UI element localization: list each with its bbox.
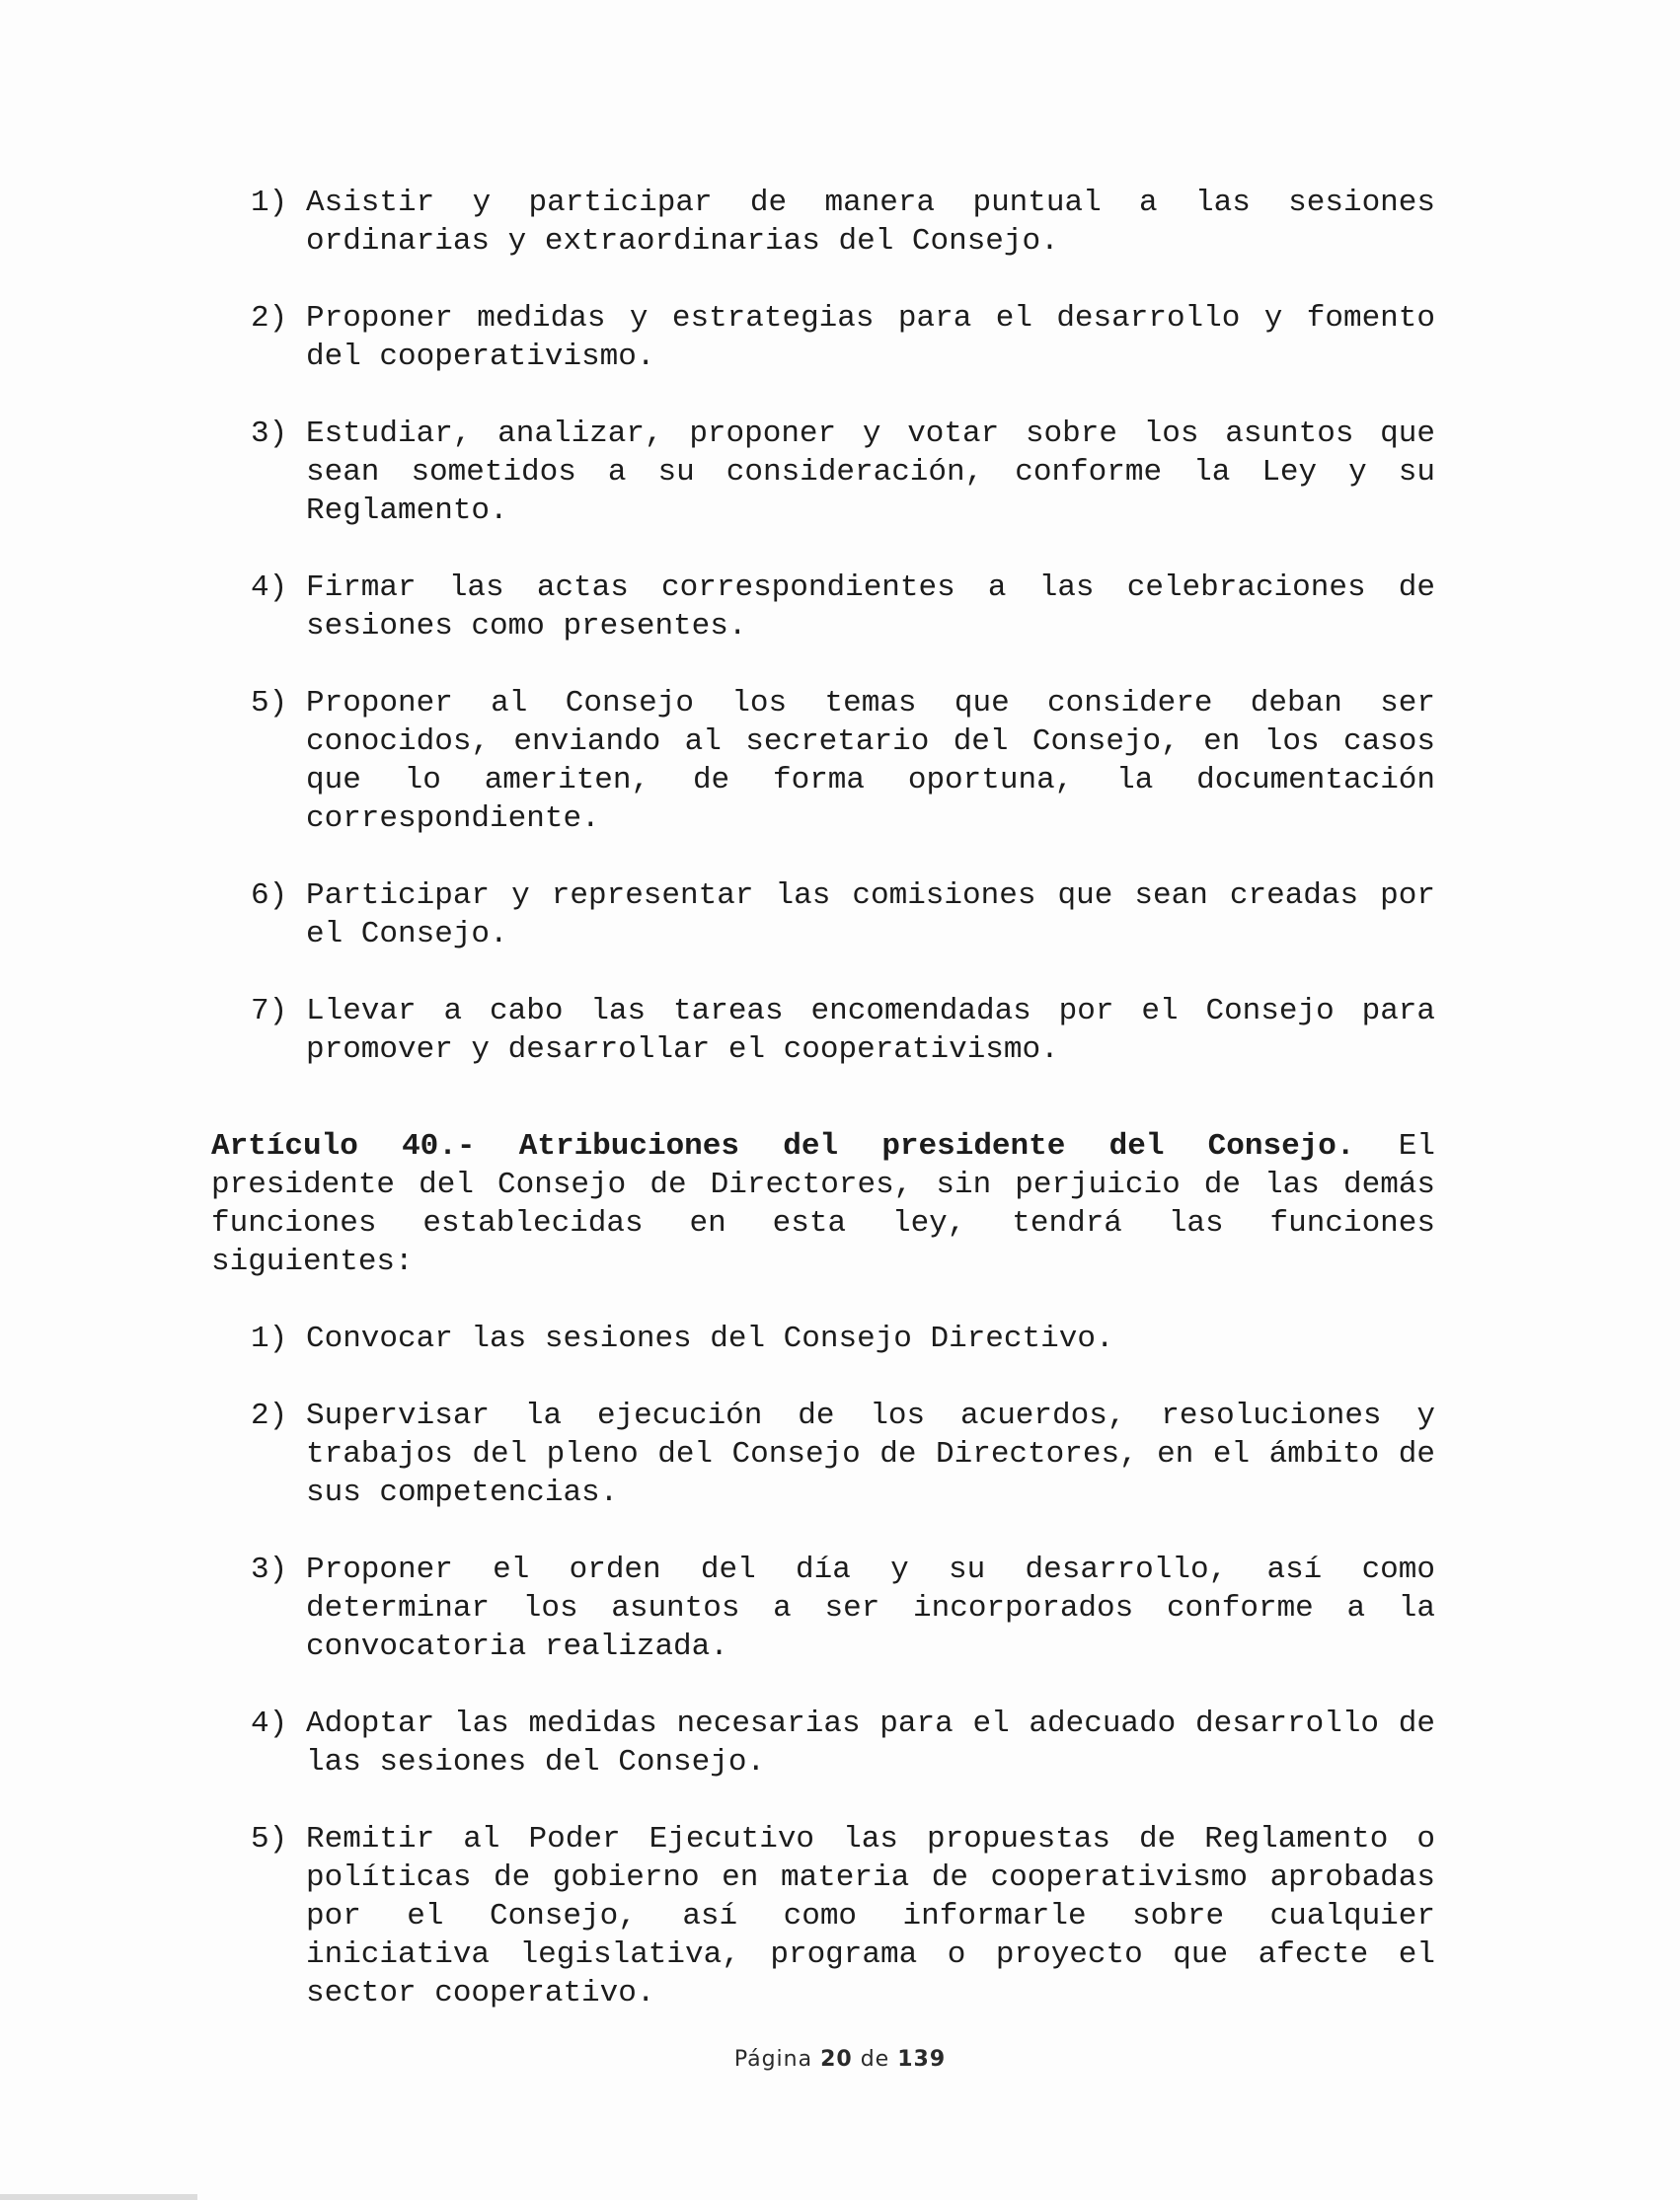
item-number: 2) — [251, 301, 288, 336]
item-text: Proponer el orden del día y su desarrollo, así como determinar los asuntos a ser incorporados conforme a la convocatoria realizada. — [306, 1553, 1435, 1664]
item-number: 3) — [251, 1553, 288, 1587]
list-item — [251, 992, 1435, 1069]
article-heading: Artículo 40.- Atribuciones del presidente del Consejo. — [211, 1129, 1355, 1164]
president-functions-list — [251, 1320, 1435, 2051]
item-number: 5) — [251, 686, 288, 721]
page-separator: de — [860, 2047, 890, 2072]
page-number-footer — [0, 2047, 1680, 2072]
item-text: Asistir y participar de manera puntual a las sesiones ordinarias y extraordinarias del Consejo. — [306, 186, 1435, 259]
item-number: 4) — [251, 1707, 288, 1741]
item-text: Convocar las sesiones del Consejo Directivo. — [306, 1322, 1114, 1356]
list-item — [251, 569, 1435, 645]
list-item — [251, 1397, 1435, 1512]
item-number: 1) — [251, 186, 288, 220]
article-40-paragraph — [211, 1127, 1435, 1281]
item-number: 2) — [251, 1399, 288, 1433]
item-text: Participar y representar las comisiones que sean creadas por el Consejo. — [306, 878, 1435, 951]
item-number: 6) — [251, 878, 288, 913]
list-item — [251, 1551, 1435, 1666]
item-text: Firmar las actas correspondientes a las celebraciones de sesiones como presentes. — [306, 570, 1435, 644]
list-item — [251, 1705, 1435, 1782]
scan-edge-divider — [0, 2194, 197, 2200]
list-item — [251, 684, 1435, 838]
list-item — [251, 415, 1435, 530]
item-number: 4) — [251, 570, 288, 605]
item-text: Adoptar las medidas necesarias para el adecuado desarrollo de las sesiones del Consejo. — [306, 1707, 1435, 1780]
total-pages: 139 — [897, 2047, 947, 2072]
item-number: 7) — [251, 994, 288, 1028]
item-text: Estudiar, analizar, proponer y votar sobre los asuntos que sean sometidos a su consideración, conforme la Ley y su Reglamento. — [306, 417, 1435, 528]
item-number: 3) — [251, 417, 288, 451]
list-item — [251, 299, 1435, 376]
item-number: 5) — [251, 1822, 288, 1857]
article-body: El presidente del Consejo de Directores, sin perjuicio de las demás funciones establecidas en esta ley, tendrá las funciones siguientes: — [211, 1129, 1435, 1279]
item-text: Llevar a cabo las tareas encomendadas por el Consejo para promover y desarrollar el cooperativismo. — [306, 994, 1435, 1067]
page-label: Página — [733, 2047, 813, 2072]
list-item — [251, 1820, 1435, 2012]
list-item — [251, 876, 1435, 953]
current-page: 20 — [820, 2047, 853, 2072]
item-text: Remitir al Poder Ejecutivo las propuestas de Reglamento o políticas de gobierno en materia de cooperativismo aprobadas por el Consejo, así como informarle sobre cualquier iniciativa legislativa, programa o proyecto que afecte el sector cooperativo. — [306, 1822, 1435, 2010]
list-item — [251, 184, 1435, 261]
item-number: 1) — [251, 1322, 288, 1356]
list-item — [251, 1320, 1435, 1358]
item-text: Proponer medidas y estrategias para el desarrollo y fomento del cooperativismo. — [306, 301, 1435, 374]
member-duties-list — [251, 184, 1435, 1107]
item-text: Supervisar la ejecución de los acuerdos, resoluciones y trabajos del pleno del Consejo de Directores, en el ámbito de sus competencias. — [306, 1399, 1435, 1510]
item-text: Proponer al Consejo los temas que considere deban ser conocidos, enviando al secretario del Consejo, en los casos que lo ameriten, de forma oportuna, la documentación correspondiente. — [306, 686, 1435, 836]
